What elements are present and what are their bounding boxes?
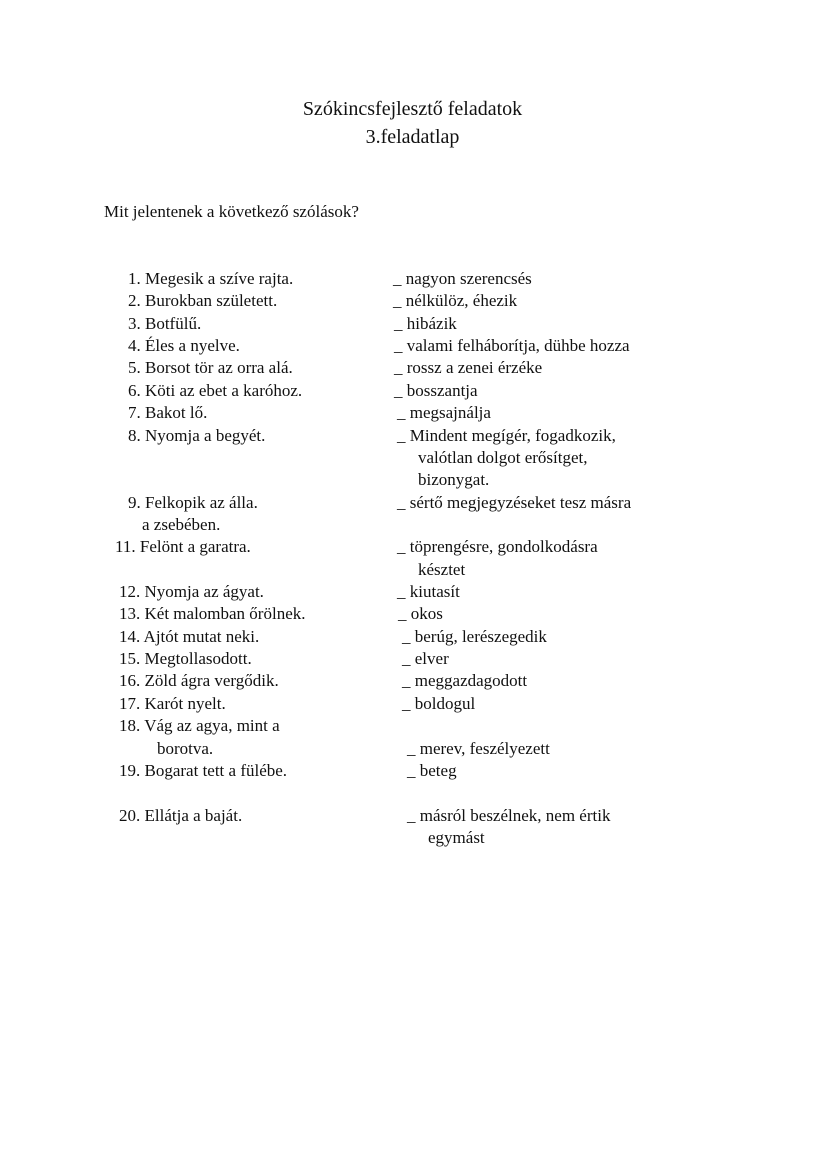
worksheet-subtitle: 3.feladatlap [365,126,460,148]
meaning-item: bizonygat. [418,470,490,489]
expression-item: 5. Borsot tör az orra alá. [128,358,293,377]
meaning-item: _ berúg, lerészegedik [402,627,547,646]
expression-item: 7. Bakot lő. [128,403,208,422]
worksheet-title: Szókincsfejlesztő feladatok [302,98,523,120]
meaning-item: _ beteg [407,761,457,780]
expression-item: 8. Nyomja a begyét. [128,426,266,445]
expression-item: 12. Nyomja az ágyat. [119,582,264,601]
meaning-item: _ kiutasít [397,582,460,601]
meaning-item: valótlan dolgot erősítget, [418,448,588,467]
expression-item: 2. Burokban született. [128,291,278,310]
expression-item: 3. Botfülű. [128,314,202,333]
meaning-item: _ töprengésre, gondolkodásra [397,537,598,556]
expression-item: 9. Felkopik az álla. [128,493,258,512]
meaning-item: egymást [428,828,485,847]
question-prompt: Mit jelentenek a következő szólások? [104,202,359,221]
meaning-item: _ hibázik [394,314,457,333]
expression-item: 18. Vág az agya, mint a [119,716,280,735]
expression-item: a zsebében. [142,515,221,534]
meaning-item: _ merev, feszélyezett [407,739,550,758]
meaning-item: _ boldogul [402,694,476,713]
meaning-item: _ meggazdagodott [402,671,528,690]
meaning-item: _ valami felháborítja, dühbe hozza [394,336,630,355]
expression-item: 1. Megesik a szíve rajta. [128,269,294,288]
expression-item: 16. Zöld ágra vergődik. [119,671,279,690]
expression-item: 6. Köti az ebet a karóhoz. [128,381,303,400]
expression-item: 17. Karót nyelt. [119,694,226,713]
meaning-item: _ Mindent megígér, fogadkozik, [397,426,616,445]
meaning-item: _ nagyon szerencsés [393,269,532,288]
expression-item: 20. Ellátja a baját. [119,806,243,825]
meaning-item: _ elver [402,649,449,668]
expression-item: 13. Két malomban őrölnek. [119,604,306,623]
expression-item: 14. Ajtót mutat neki. [119,627,260,646]
expression-item: 19. Bogarat tett a fülébe. [119,761,288,780]
meaning-item: _ bosszantja [394,381,478,400]
expression-item: 15. Megtollasodott. [119,649,252,668]
meaning-item: _ megsajnálja [397,403,491,422]
meaning-item: _ sértő megjegyzéseket tesz másra [397,493,632,512]
expression-item: 4. Éles a nyelve. [128,336,240,355]
meaning-item: _ rossz a zenei érzéke [394,358,543,377]
meaning-item: _ nélkülöz, éhezik [393,291,518,310]
expression-item: 11. Felönt a garatra. [115,537,251,556]
meaning-item: késztet [418,560,466,579]
expression-item: borotva. [157,739,214,758]
meaning-item: _ okos [398,604,443,623]
meaning-item: _ másról beszélnek, nem értik [407,806,611,825]
